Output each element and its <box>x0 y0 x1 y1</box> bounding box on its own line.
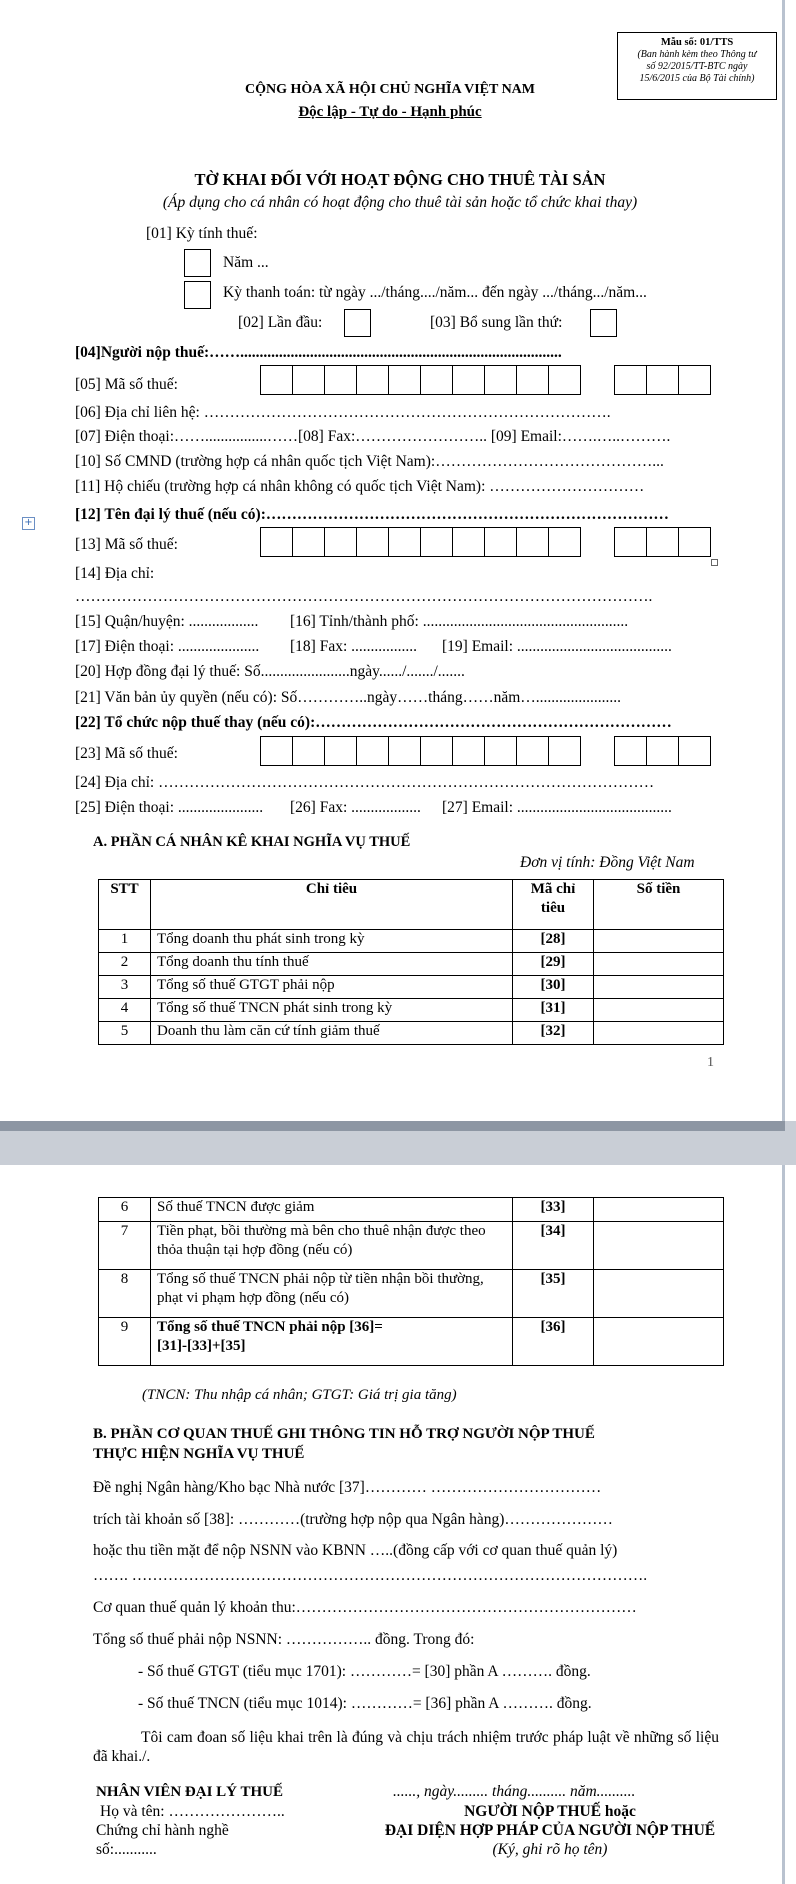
field-16: [16] Tỉnh/thành phố: ..................................................... <box>290 613 629 630</box>
tax-code-grid-23[interactable] <box>260 736 581 766</box>
pit-line: - Số thuế TNCN (tiểu mục 1014): …………= [36] phần A ………. đồng. <box>138 1695 592 1712</box>
tax-code-grid-13[interactable] <box>260 527 581 557</box>
page-shadow <box>0 1121 785 1131</box>
field-25: [25] Điện thoại: ...................... <box>75 799 264 816</box>
row-label: Tổng doanh thu tính thuế <box>151 953 513 976</box>
header-code: Mã chỉ tiêu <box>513 880 594 930</box>
row-label: Tổng số thuế GTGT phải nộp <box>151 976 513 999</box>
form-number: Mẫu số: 01/TTS <box>660 37 734 48</box>
amount-cell[interactable] <box>594 953 724 976</box>
agent-certificate-no: số:........... <box>96 1841 157 1858</box>
row-stt: 1 <box>99 930 151 953</box>
period-checkbox[interactable] <box>184 281 211 309</box>
field-05-label: [05] Mã số thuế: <box>75 376 178 393</box>
row-label: Doanh thu làm căn cứ tính giảm thuế <box>151 1022 513 1045</box>
table-move-handle-icon[interactable]: + <box>22 517 35 530</box>
table-row <box>99 999 724 1022</box>
field-15: [15] Quận/huyện: .................. <box>75 613 259 630</box>
agent-name: Họ và tên: ………………….. <box>100 1803 285 1820</box>
row-stt: 8 <box>99 1270 151 1318</box>
amount-cell[interactable] <box>594 999 724 1022</box>
field-27: [27] Email: ........................................ <box>442 799 672 816</box>
row-code: [29] <box>513 953 594 976</box>
amount-cell[interactable] <box>594 1270 724 1318</box>
agent-certificate: Chứng chỉ hành nghề <box>96 1822 229 1839</box>
tax-table-part-2 <box>98 1197 724 1366</box>
header-criteria: Chỉ tiêu <box>151 880 513 930</box>
national-motto: Độc lập - Tự do - Hạnh phúc <box>298 104 482 120</box>
agent-title: NHÂN VIÊN ĐẠI LÝ THUẾ <box>96 1784 283 1800</box>
row-stt: 6 <box>99 1198 151 1222</box>
row-code: [35] <box>513 1270 594 1318</box>
commitment-text: Tôi cam đoan số liệu khai trên là đúng và chịu trách nhiệm trước pháp luật về những số liệu đã khai./. <box>93 1729 719 1765</box>
amount-cell[interactable] <box>594 1198 724 1222</box>
amount-cell[interactable] <box>594 1022 724 1045</box>
field-06: [06] Địa chỉ liên hệ: ……………………………………………………………………. <box>75 404 611 421</box>
period-label: Kỳ thanh toán: từ ngày .../tháng..../năm... đến ngày .../tháng.../năm... <box>223 284 647 301</box>
dotted-line: ……. ………………………………………………………………………………………. <box>93 1567 648 1584</box>
field-22: [22] Tổ chức nộp thuế thay (nếu có):…………………………………………………………… <box>75 714 672 731</box>
amount-cell[interactable] <box>594 930 724 953</box>
signature-date: ......, ngày......... tháng.......... năm.......... <box>393 1783 636 1800</box>
field-14-dots: …………………………………………………………………………………………………. <box>75 588 653 605</box>
field-01-label: [01] Kỳ tính thuế: <box>146 225 258 242</box>
form-subtitle: (Áp dụng cho cá nhân có hoạt động cho thuê tài sản hoặc tổ chức khai thay) <box>162 194 638 211</box>
field-24: [24] Địa chỉ: …………………………………………………………………………………… <box>75 774 655 791</box>
row-stt: 5 <box>99 1022 151 1045</box>
tax-code-suffix-05[interactable] <box>614 365 711 395</box>
form-note: (Ban hành kèm theo Thông tư <box>637 49 757 60</box>
row-code: [36] <box>513 1318 594 1366</box>
field-02-label: [02] Lần đầu: <box>238 314 323 331</box>
resize-handle[interactable] <box>711 559 718 566</box>
form-note: 15/6/2015 của Bộ Tài chính) <box>639 73 755 84</box>
table-row <box>99 1222 724 1270</box>
form-number-box <box>617 32 777 100</box>
row-stt: 3 <box>99 976 151 999</box>
field-03-label: [03] Bổ sung lần thứ: <box>430 314 563 331</box>
table-row <box>99 930 724 953</box>
amount-cell[interactable] <box>594 1222 724 1270</box>
section-a-title: A. PHẦN CÁ NHÂN KÊ KHAI NGHĨA VỤ THUẾ <box>93 834 411 850</box>
bank-line: Đề nghị Ngân hàng/Kho bạc Nhà nước [37]………… …………………………… <box>93 1479 602 1496</box>
account-line: trích tài khoản số [38]: …………(trường hợp nộp qua Ngân hàng)………………… <box>93 1511 613 1528</box>
cash-line: hoặc thu tiền mặt để nộp NSNN vào KBNN …..(đồng cấp với cơ quan thuế quản lý) <box>93 1542 618 1559</box>
row-code: [32] <box>513 1022 594 1045</box>
tax-code-grid-05[interactable] <box>260 365 581 395</box>
row-stt: 4 <box>99 999 151 1022</box>
field-20: [20] Hợp đồng đại lý thuế: Số.......................ngày....../......./....... <box>75 663 465 680</box>
document-page-2 <box>0 1165 785 1884</box>
header-amount: Số tiền <box>594 880 724 930</box>
field-10: [10] Số CMND (trường hợp cá nhân quốc tịch Việt Nam):……………………………………... <box>75 453 664 470</box>
page-gap <box>0 1121 796 1165</box>
section-b-title: B. PHẦN CƠ QUAN THUẾ GHI THÔNG TIN HỖ TRỢ NGƯỜI NỘP THUẾ <box>93 1426 595 1442</box>
field-11: [11] Hộ chiếu (trường hợp cá nhân không có quốc tịch Việt Nam): ………………………… <box>75 478 645 495</box>
field-18: [18] Fax: ................. <box>290 638 418 655</box>
row-label: Tổng doanh thu phát sinh trong kỳ <box>151 930 513 953</box>
table-row <box>99 1198 724 1222</box>
amount-cell[interactable] <box>594 1318 724 1366</box>
payer-title: NGƯỜI NỘP THUẾ hoặc <box>464 1803 636 1820</box>
row-code: [30] <box>513 976 594 999</box>
signature-instruction: (Ký, ghi rõ họ tên) <box>492 1841 608 1858</box>
tax-table-part-1 <box>98 879 724 1045</box>
row-label: Tổng số thuế TNCN phát sinh trong kỳ <box>151 999 513 1022</box>
supplement-box[interactable] <box>590 309 617 337</box>
row-code: [28] <box>513 930 594 953</box>
field-13-label: [13] Mã số thuế: <box>75 536 178 553</box>
payer-representative: ĐẠI DIỆN HỢP PHÁP CỦA NGƯỜI NỘP THUẾ <box>384 1822 716 1839</box>
field-04: [04]Người nộp thuế:……................................................................................... <box>75 344 562 361</box>
table-row <box>99 1270 724 1318</box>
tax-code-suffix-23[interactable] <box>614 736 711 766</box>
row-code: [31] <box>513 999 594 1022</box>
table-header-row <box>99 880 724 930</box>
form-note: số 92/2015/TT-BTC ngày <box>646 61 748 72</box>
field-07: [07] Điện thoại:……................……[08] Fax:…………………….. [09] Email:…….…..………. <box>75 428 671 445</box>
field-12: [12] Tên đại lý thuế (nếu có):…………………………………………………………………… <box>75 506 669 523</box>
agency-line: Cơ quan thuế quản lý khoản thu:………………………………………………………… <box>93 1599 637 1616</box>
section-b-title-2: THỰC HIỆN NGHĨA VỤ THUẾ <box>93 1446 305 1462</box>
field-19: [19] Email: ........................................ <box>442 638 672 655</box>
field-23-label: [23] Mã số thuế: <box>75 745 178 762</box>
row-label: Tiền phạt, bồi thường mà bên cho thuê nhận được theo thỏa thuận tại hợp đồng (nếu có) <box>151 1222 513 1270</box>
form-title: TỜ KHAI ĐỐI VỚI HOẠT ĐỘNG CHO THUÊ TÀI SẢN <box>194 170 606 189</box>
amount-cell[interactable] <box>594 976 724 999</box>
row-stt: 2 <box>99 953 151 976</box>
row-label: Số thuế TNCN được giảm <box>151 1198 513 1222</box>
total-line: Tổng số thuế phải nộp NSNN: …………….. đồng. Trong đó: <box>93 1631 475 1648</box>
table-row <box>99 976 724 999</box>
row-stt: 9 <box>99 1318 151 1366</box>
table-row <box>99 953 724 976</box>
row-label: Tổng số thuế TNCN phải nộp từ tiền nhận bồi thường, phạt vi phạm hợp đồng (nếu có) <box>151 1270 513 1318</box>
abbreviation-note: (TNCN: Thu nhập cá nhân; GTGT: Giá trị gia tăng) <box>142 1387 457 1403</box>
field-21: [21] Văn bản ủy quyền (nếu có): Số…………..ngày……tháng……năm…...................... <box>75 689 622 706</box>
table-row <box>99 1022 724 1045</box>
field-17: [17] Điện thoại: ..................... <box>75 638 260 655</box>
year-checkbox[interactable] <box>184 249 211 277</box>
first-time-checkbox[interactable] <box>344 309 371 337</box>
field-26: [26] Fax: .................. <box>290 799 421 816</box>
country-name: CỘNG HÒA XÃ HỘI CHỦ NGHĨA VIỆT NAM <box>244 82 535 97</box>
vat-line: - Số thuế GTGT (tiểu mục 1701): …………= [30] phần A ………. đồng. <box>138 1663 591 1680</box>
table-row <box>99 1318 724 1366</box>
currency-unit: Đơn vị tính: Đồng Việt Nam <box>520 854 695 871</box>
row-code: [33] <box>513 1198 594 1222</box>
row-stt: 7 <box>99 1222 151 1270</box>
field-14-label: [14] Địa chỉ: <box>75 565 155 582</box>
tax-code-suffix-13[interactable] <box>614 527 711 557</box>
row-code: [34] <box>513 1222 594 1270</box>
header-stt: STT <box>99 880 151 930</box>
row-label: Tổng số thuế TNCN phải nộp [36]=[31]-[33]+[35] <box>151 1318 513 1366</box>
year-label: Năm ... <box>223 254 269 271</box>
page-number: 1 <box>707 1055 714 1070</box>
